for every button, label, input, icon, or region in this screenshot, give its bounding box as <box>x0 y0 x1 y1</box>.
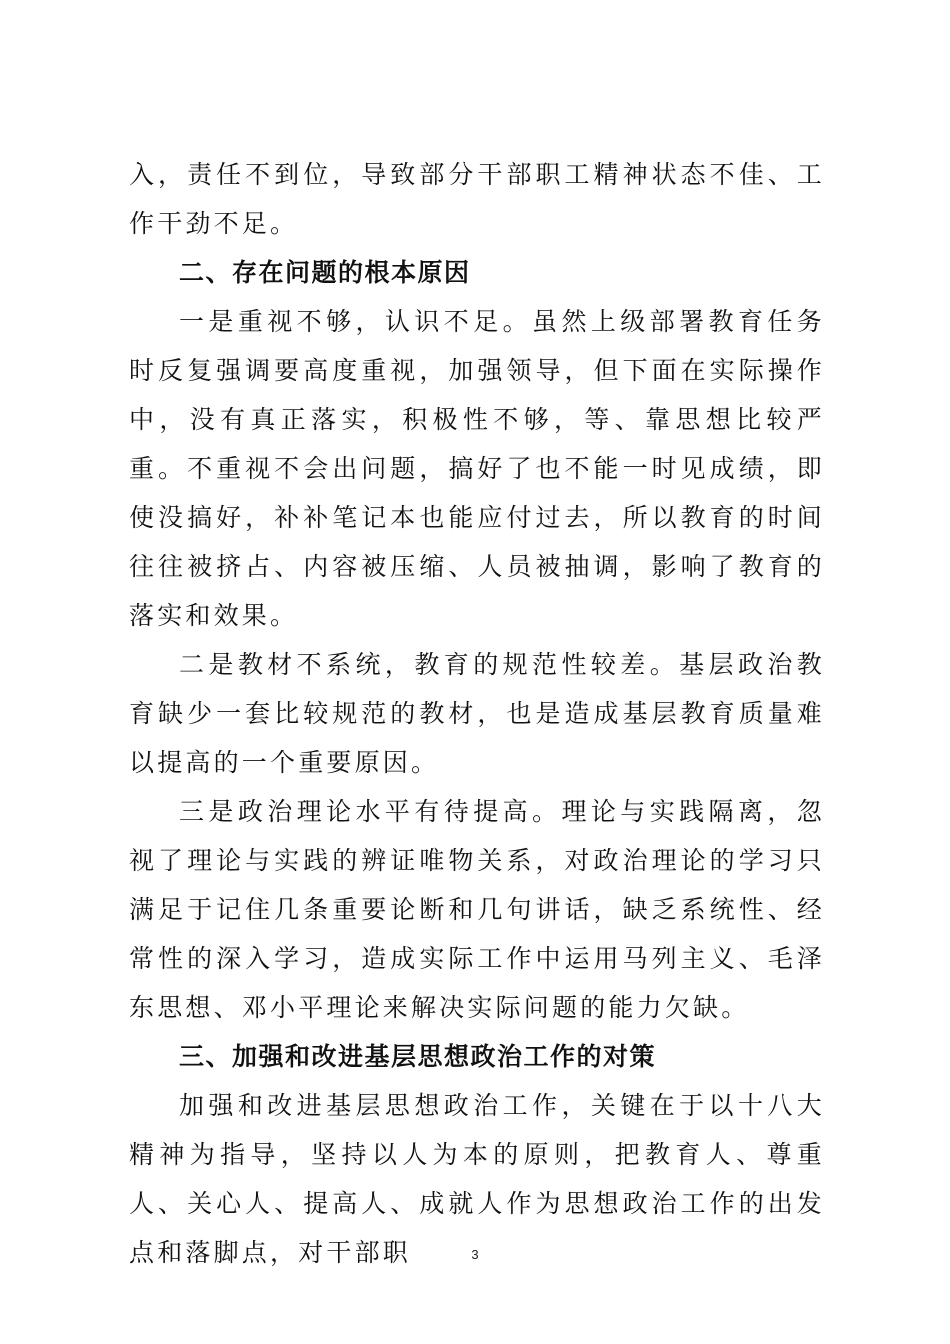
paragraph-measures: 加强和改进基层思想政治工作，关键在于以十八大精神为指导，坚持以人为本的原则，把教育人、尊重人、关心人、提高人、成就人作为思想政治工作的出发点和落脚点，对干部职 <box>129 1091 825 1267</box>
paragraph-reason-1: 一是重视不够，认识不足。虽然上级部署教育任务时反复强调要高度重视，加强领导，但下面在实际操作中，没有真正落实，积极性不够，等、靠思想比较严重。不重视不会出问题，搞好了也不能一时见成绩，即使没搞好，补补笔记本也能应付过去，所以教育的时间往往被挤占、内容被压缩、人员被抽调，影响了教育的落实和效果。 <box>129 307 825 630</box>
page-number: 3 <box>471 1247 479 1262</box>
paragraph-reason-3: 三是政治理论水平有待提高。理论与实践隔离，忽视了理论与实践的辨证唯物关系，对政治理论的学习只满足于记住几条重要论断和几句讲话，缺乏系统性、经常性的深入学习，造成实际工作中运用马列主义、毛泽东思想、邓小平理论来解决实际问题的能力欠缺。 <box>129 797 825 1022</box>
section-heading-3: 三、加强和改进基层思想政治工作的对策 <box>179 1042 657 1071</box>
section-heading-2: 二、存在问题的根本原因 <box>179 258 471 287</box>
paragraph-continuation: 入，责任不到位，导致部分干部职工精神状态不佳、工作干劲不足。 <box>129 160 825 238</box>
body-text <box>129 150 825 1277</box>
paragraph-reason-2: 二是教材不系统，教育的规范性较差。基层政治教育缺少一套比较规范的教材，也是造成基层教育质量难以提高的一个重要原因。 <box>129 650 825 777</box>
